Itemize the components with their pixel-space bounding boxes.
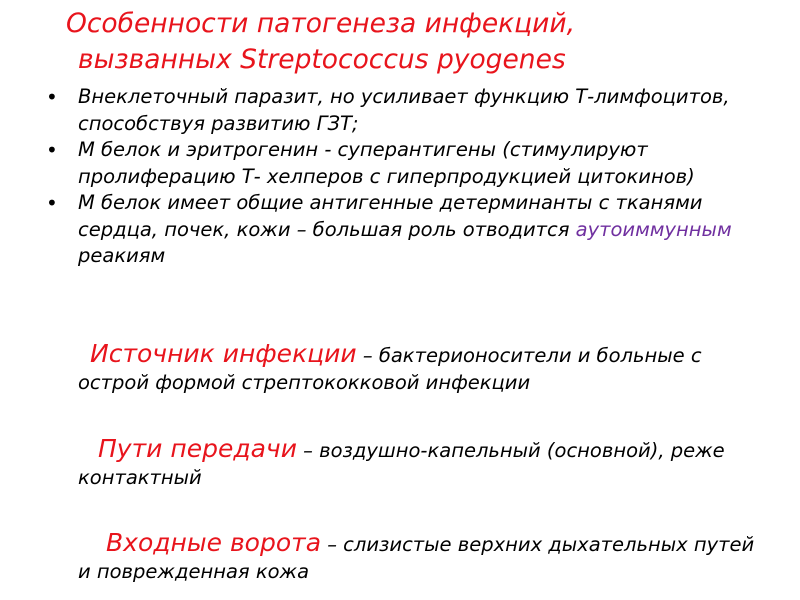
bullet-text-before: М белок имеет общие антигенные детерминанты с тканями сердца, почек, кожи – большая роль отводится	[78, 191, 703, 241]
paragraph-text: – воздушно-капельный (основной), реже контактный	[78, 439, 725, 489]
bullet-item	[46, 137, 766, 190]
bullet-item	[46, 190, 766, 270]
bullet-text: М белок и эритрогенин - суперантигены (стимулируют пролиферацию Т- хелперов с гиперпродукцией цитокинов)	[78, 138, 695, 188]
paragraph-text: – слизистые верхних дыхательных путей и поврежденная кожа	[78, 533, 755, 583]
paragraph-infection-source	[78, 341, 768, 396]
bullet-dot-icon: •	[46, 191, 58, 215]
bullet-text-after: реакиям	[78, 244, 166, 267]
bullet-highlight: аутоиммунным	[575, 217, 732, 241]
slide-title-line-1: Особенности патогенеза инфекций,	[66, 8, 576, 39]
paragraph-heading: Источник инфекции	[90, 339, 357, 368]
paragraph-heading: Пути передачи	[98, 434, 297, 463]
bullet-dot-icon: •	[46, 85, 58, 109]
paragraph-heading: Входные ворота	[106, 528, 322, 557]
paragraph-entry-gate	[78, 530, 768, 585]
bullet-text: Внеклеточный паразит, но усиливает функцию Т-лимфоцитов, способствуя развитию ГЗТ;	[78, 85, 730, 135]
slide-title	[66, 6, 766, 78]
paragraph-transmission	[78, 436, 768, 491]
bullet-item	[46, 84, 766, 137]
bullet-list	[46, 84, 766, 270]
paragraph-text: – бактерионосители и больные с острой формой стрептококковой инфекции	[78, 344, 702, 394]
bullet-dot-icon: •	[46, 138, 58, 162]
slide-title-line-2: вызванных Streptococcus pyogenes	[78, 44, 566, 75]
